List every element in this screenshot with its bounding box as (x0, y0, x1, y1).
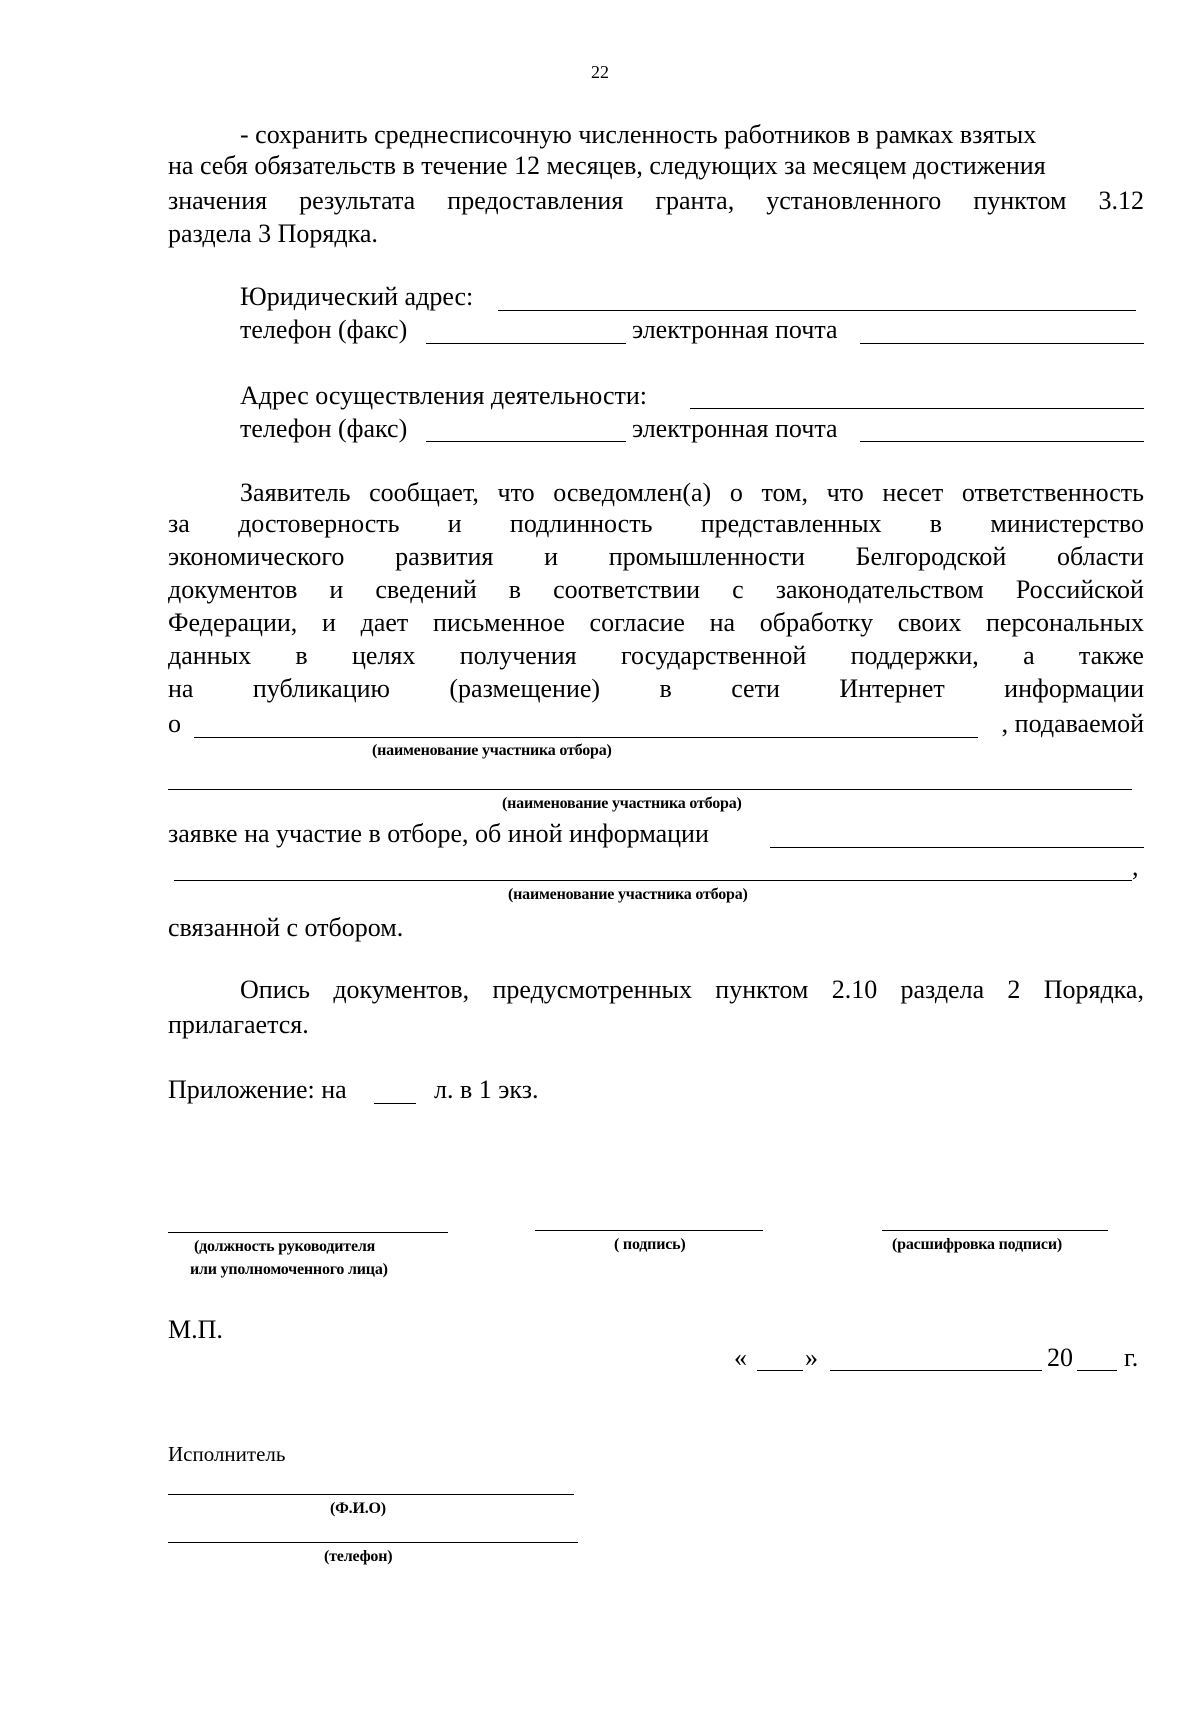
word: Интернет (839, 674, 945, 703)
word: обработку (759, 608, 874, 637)
word: Порядка, (1043, 975, 1144, 1004)
word: и (321, 608, 336, 637)
word: на (709, 608, 736, 637)
executor-phone-field[interactable] (168, 1542, 578, 1543)
executor-label: Исполнитель (168, 1442, 286, 1466)
word: сведений (375, 575, 477, 604)
word: достоверность (238, 509, 400, 538)
para1-line3: значения результата предоставления гранта, установленного пунктом 3.12 (168, 186, 1144, 215)
caption-participant-1: (наименование участника отбора) (372, 742, 612, 759)
attachment-suffix: л. в 1 экз. (434, 1075, 539, 1104)
para2-line10: заявке на участие в отборе, об иной информации (168, 819, 709, 848)
participant-name-field-1[interactable] (194, 737, 978, 738)
word: государственной (620, 641, 807, 670)
word: публикацию (252, 674, 390, 703)
para2-line6 (168, 641, 1144, 671)
caption-position-2: или уполномоченного лица) (190, 1261, 388, 1278)
legal-email-field[interactable] (860, 343, 1144, 344)
word: раздела (900, 975, 985, 1004)
inventory-line2: прилагается. (168, 1010, 309, 1039)
para1-line2-text: на себя обязательств в течение 12 месяцев, следующих за месяцем достижения (168, 151, 1046, 180)
para2-line1: Заявитель сообщает, что осведомлен(а) о том, что несет ответственность (240, 478, 1144, 507)
para1-line2 (168, 151, 1144, 181)
para2-line8-end: , подаваемой (1001, 709, 1144, 738)
legal-email-label: электронная почта (632, 315, 838, 344)
date-close-quote: » (805, 1343, 818, 1372)
word: представленных (700, 509, 882, 538)
para2-line12: связанной с отбором. (168, 913, 404, 942)
para2-line8-start: о (168, 709, 181, 738)
word: в (295, 641, 308, 670)
date-open-quote: « (734, 1343, 747, 1372)
date-day-field[interactable] (757, 1370, 803, 1371)
para2-line4 (168, 575, 1144, 605)
para2-line7 (168, 674, 1144, 704)
participant-name-field-2[interactable] (168, 789, 1132, 790)
word: также (1078, 641, 1144, 670)
date-year-suffix: г. (1124, 1343, 1139, 1372)
signature-decode-field[interactable] (882, 1230, 1108, 1231)
word: законодательством (775, 575, 984, 604)
position-field[interactable] (168, 1232, 448, 1233)
word: предусмотренных (492, 975, 692, 1004)
word: в (659, 674, 672, 703)
para2-line5 (168, 608, 1144, 638)
activity-address-label: Адрес осуществления деятельности: (240, 381, 647, 410)
caption-executor-name: (Ф.И.О) (330, 1500, 386, 1517)
legal-address-field[interactable] (498, 310, 1136, 311)
signature-field[interactable] (535, 1230, 763, 1231)
word: и (447, 509, 462, 538)
date-year-field[interactable] (1077, 1370, 1117, 1371)
word: документов (168, 575, 298, 604)
word: информации (1004, 674, 1144, 703)
para2-line3 (168, 542, 1144, 572)
legal-phone-label: телефон (факс) (240, 315, 408, 344)
word: за (168, 509, 190, 538)
word: области (1057, 542, 1144, 571)
word: данных (168, 641, 252, 670)
activity-email-field[interactable] (860, 441, 1144, 442)
activity-phone-label: телефон (факс) (240, 414, 408, 443)
para2-line2 (168, 509, 1144, 539)
inventory-line1 (240, 975, 1144, 1005)
word: Белгородской (855, 542, 1007, 571)
word: министерство (990, 509, 1144, 538)
word: 2.10 (831, 975, 878, 1004)
word: экономического (168, 542, 345, 571)
executor-name-field[interactable] (168, 1494, 574, 1495)
word: согласие (589, 608, 685, 637)
word: Опись (240, 975, 311, 1004)
word: и (544, 542, 558, 571)
word: и (329, 575, 344, 604)
date-year-prefix: 20 (1047, 1343, 1073, 1372)
stamp-label: М.П. (168, 1315, 223, 1344)
word: промышленности (608, 542, 805, 571)
para1-line1: - сохранить среднесписочную численность работников в рамках взятых (240, 120, 1037, 149)
word: 2 (1007, 975, 1021, 1004)
word: пунктом (715, 975, 809, 1004)
word: документов, (333, 975, 470, 1004)
word: Российской (1015, 575, 1144, 604)
activity-phone-field[interactable] (426, 441, 626, 442)
legal-phone-field[interactable] (426, 343, 626, 344)
caption-participant-2: (наименование участника отбора) (502, 795, 742, 812)
other-info-field[interactable] (770, 847, 1144, 848)
attachment-pages-field[interactable] (374, 1103, 416, 1104)
word: (размещение) (449, 674, 601, 703)
word: в (508, 575, 522, 604)
attachment-prefix: Приложение: на (168, 1075, 347, 1104)
word: целях (351, 641, 416, 670)
caption-position-1: (должность руководителя (194, 1238, 376, 1255)
activity-email-label: электронная почта (632, 414, 838, 443)
activity-address-field[interactable] (690, 408, 1144, 409)
word: подлинность (509, 509, 653, 538)
word: на (168, 674, 194, 703)
word: поддержки, (850, 641, 979, 670)
word: Федерации, (168, 608, 298, 637)
para1-line4: раздела 3 Порядка. (168, 219, 378, 248)
word: сети (731, 674, 780, 703)
word: с (732, 575, 744, 604)
word: дает (360, 608, 409, 637)
word: получения (459, 641, 577, 670)
word: письменное (432, 608, 565, 637)
caption-participant-3: (наименование участника отбора) (508, 886, 748, 903)
word: персональных (986, 608, 1144, 637)
other-info-field-2[interactable] (174, 880, 1132, 881)
word: а (1023, 641, 1035, 670)
word: своих (897, 608, 962, 637)
caption-signature: ( подпись) (614, 1236, 686, 1253)
word: соответствии (553, 575, 701, 604)
para2-line11-end: , (1132, 852, 1139, 881)
page-number: 22 (591, 62, 609, 82)
date-month-field[interactable] (830, 1370, 1042, 1371)
caption-executor-phone: (телефон) (324, 1548, 393, 1565)
word: в (929, 509, 943, 538)
word: развития (395, 542, 494, 571)
legal-address-label: Юридический адрес: (240, 282, 474, 311)
caption-signature-decode: (расшифровка подписи) (892, 1236, 1062, 1253)
